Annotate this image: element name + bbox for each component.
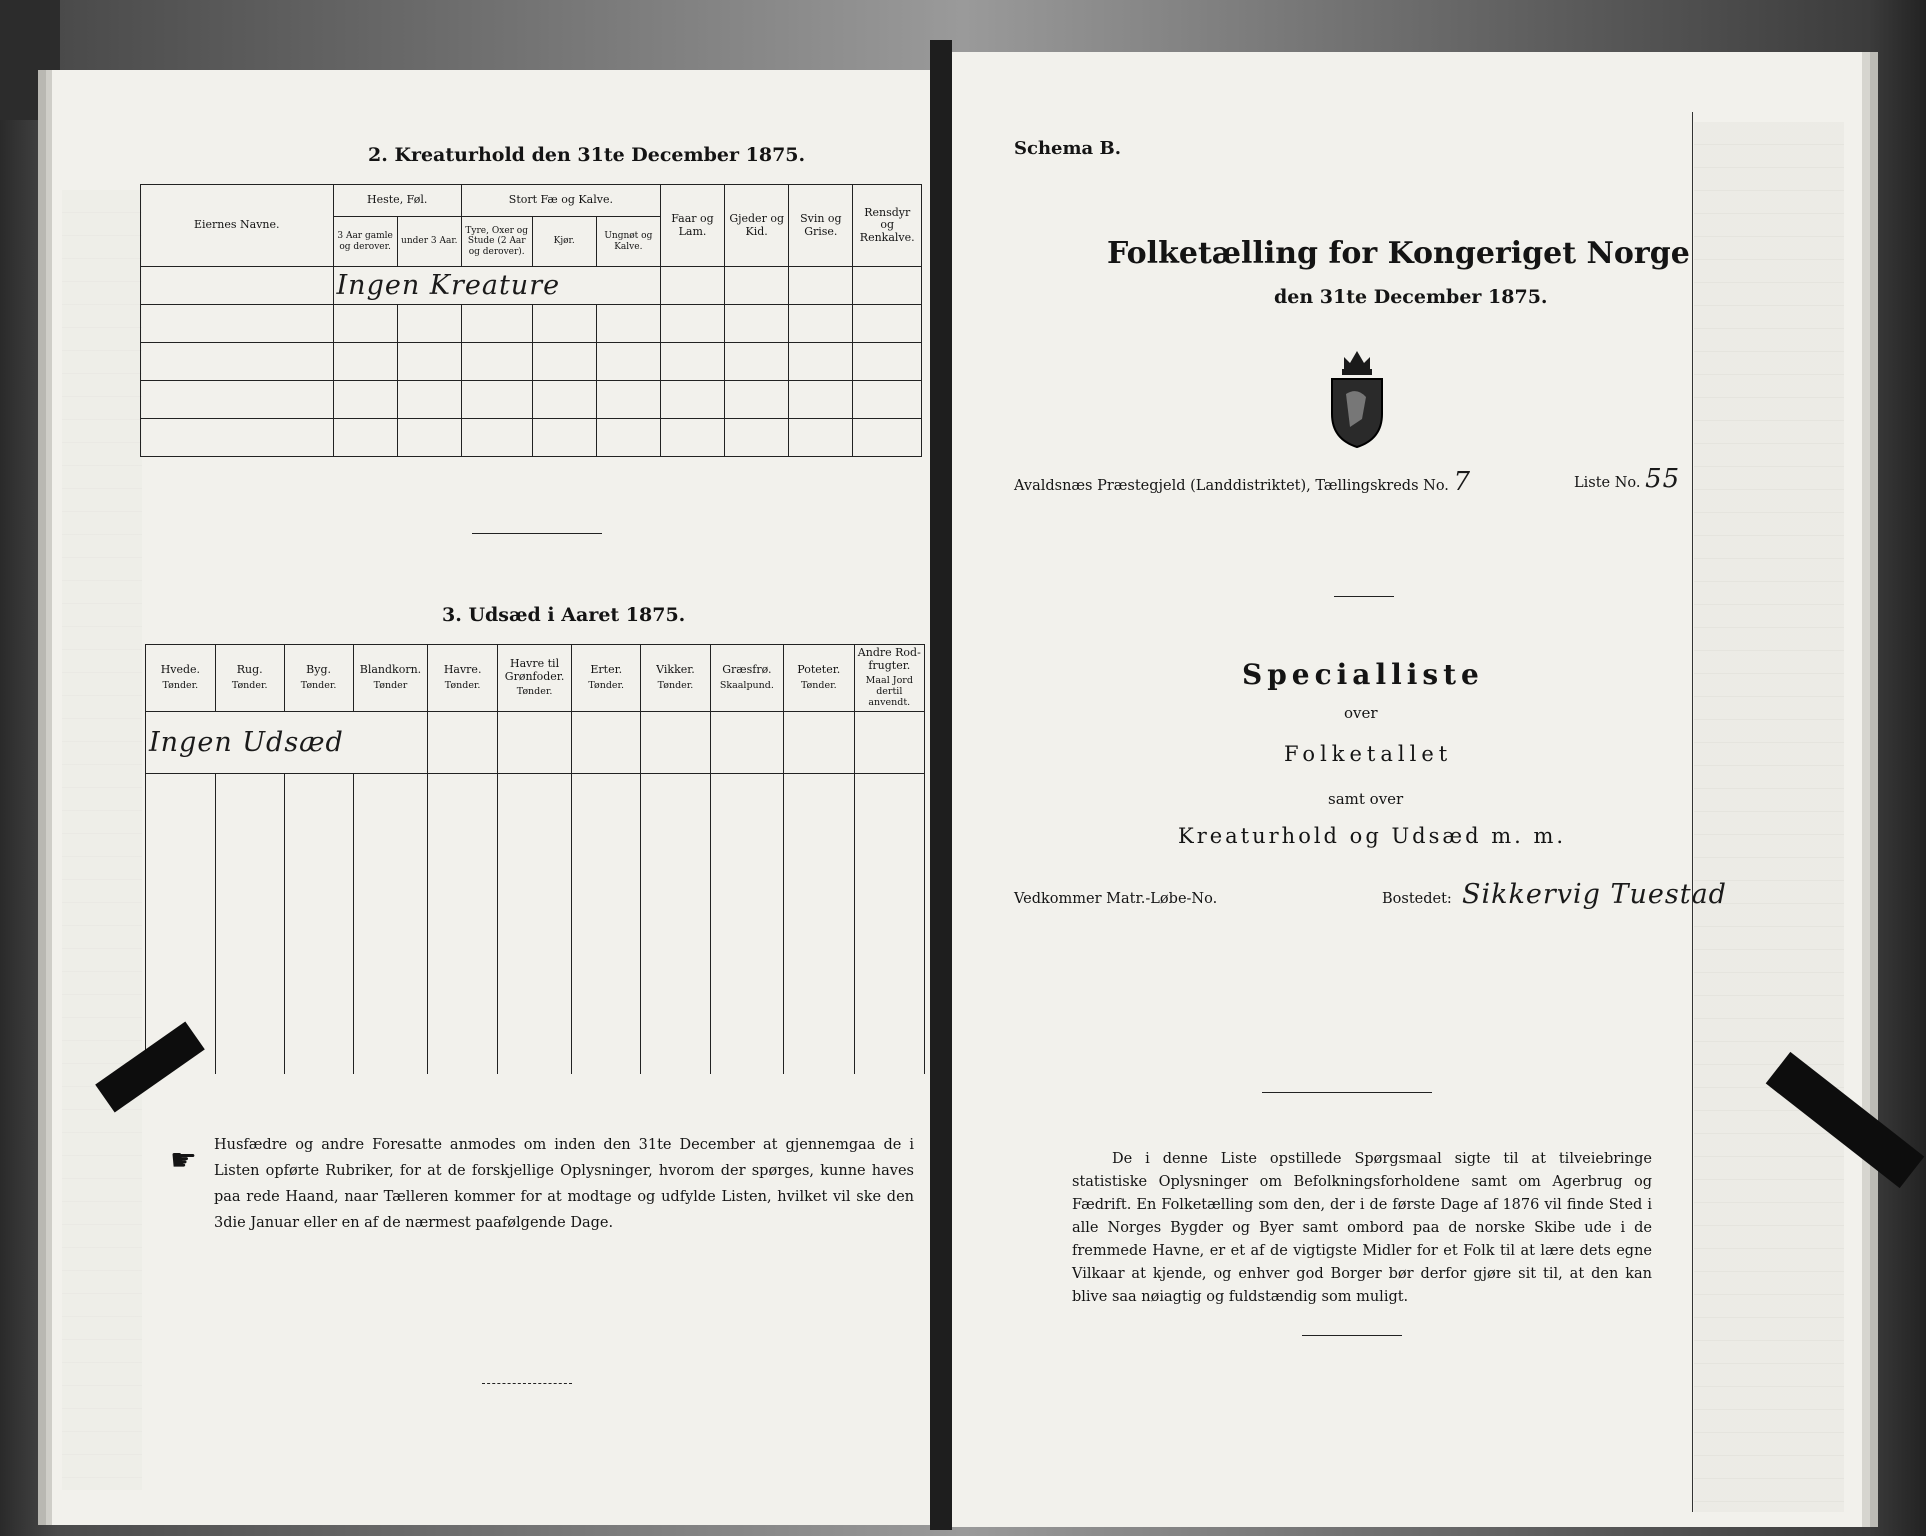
- sowing-col-name: Blandkorn.: [359, 663, 422, 677]
- sowing-col-name: Poteter.: [797, 663, 841, 677]
- matr-label: Vedkommer Matr.-Løbe-No.: [1014, 891, 1218, 907]
- horses-header: Heste, Føl.: [333, 185, 461, 217]
- sowing-col-header: [428, 645, 497, 712]
- sowing-col-name: Havre.: [443, 663, 482, 677]
- sowing-empty-cell: [428, 774, 497, 1074]
- liste-label: Liste No.: [1574, 475, 1641, 491]
- sowing-table: [145, 644, 925, 1074]
- bulls-oxen-header: Tyre, Oxer og Stude (2 Aar og derover).: [461, 217, 532, 267]
- sowing-empty-cell: [428, 712, 497, 774]
- liste-group: [1574, 464, 1680, 494]
- bosted-label: Bostedet:: [1382, 891, 1452, 907]
- sowing-col-header: [146, 645, 216, 712]
- sowing-col-header: [215, 645, 284, 712]
- kreaturhold-line: Kreaturhold og Udsæd m. m.: [1178, 824, 1567, 848]
- notice-paragraph: Husfædre og andre Foresatte anmodes om inden den 31te December at gjennemgaa de i Listen opførte Rubriker, for at de forskjellige Oplysninger, hvorom der spørges, kunne haves paa rede Haand, naar Tælleren kommer for at modtage og udfylde Listen, hvilket vil ske den 3die Januar eller en af de nærmest paafølgende Dage.: [214, 1137, 914, 1231]
- sowing-handwritten-entry: Ingen Udsæd: [149, 727, 344, 759]
- sowing-empty-cell: [854, 712, 924, 774]
- horses-3yr-header: 3 Aar gamle og derover.: [333, 217, 397, 267]
- sowing-empty-cell: [572, 774, 641, 1074]
- kreds-label: Tællingskreds No.: [1315, 478, 1449, 494]
- bosted-value: Sikkervig Tuestad: [1462, 879, 1727, 910]
- short-rule-1: [1334, 596, 1394, 597]
- section-divider: [472, 533, 602, 534]
- sowing-col-unit: Tønder.: [588, 679, 625, 691]
- census-date: den 31te December 1875.: [1274, 286, 1548, 308]
- over-1: over: [1344, 704, 1378, 722]
- intro-paragraph: De i denne Liste opstillede Spørgsmaal sigte til at tilveiebringe statistiske Oplysninger om Befolkningsforholdene samt om Agerbrug og Fædrift. En Folketælling som den, der i de første Dage af 1876 vil finde Sted i alle Norges Bygder og Byer samt ombord paa de norske Skibe ude i de fremmede Havne, er et af de vigtigste Midler for et Folk til at lære dets egne Vilkaar at kjende, og enhver god Borger bør derfor gjøre sit til, at den kan blive saa nøiagtig og fuldstændig som muligt.: [1072, 1151, 1652, 1305]
- bottom-rule: [482, 1383, 572, 1384]
- sowing-col-header: [783, 645, 854, 712]
- livestock-table: [140, 184, 922, 457]
- sowing-empty-cell: [710, 774, 783, 1074]
- sowing-empty-cell: [497, 712, 572, 774]
- sowing-col-unit: Tønder.: [444, 679, 481, 691]
- sowing-col-unit: Skaalpund.: [719, 679, 774, 691]
- black-tape-top-left: [0, 0, 60, 120]
- sowing-col-header: [284, 645, 353, 712]
- sowing-col-name: Andre Rod-frugter.: [857, 646, 921, 672]
- folketallet: Folketallet: [1284, 742, 1453, 766]
- owner-header: Eiernes Navne.: [141, 185, 334, 267]
- sowing-empty-cell: [353, 774, 428, 1074]
- goats-header: Gjeder og Kid.: [725, 185, 789, 267]
- right-margin-line: [1692, 112, 1693, 1512]
- liste-value: 55: [1645, 464, 1681, 494]
- sowing-col-name: Hvede.: [160, 663, 201, 677]
- specialliste-title: Specialliste: [1242, 658, 1484, 691]
- sowing-col-unit: Maal Jord dertil anvendt.: [865, 675, 913, 709]
- horses-under3-header: under 3 Aar.: [397, 217, 461, 267]
- mid-rule: [1262, 1092, 1432, 1093]
- reindeer-header: Rensdyr og Renkalve.: [853, 185, 922, 267]
- sowing-col-unit: Tønder.: [657, 679, 694, 691]
- sowing-empty-cell: [783, 774, 854, 1074]
- sowing-col-unit: Tønder: [373, 679, 408, 691]
- sowing-col-name: Havre til Grønfoder.: [504, 656, 565, 683]
- sheep-header: Faar og Lam.: [660, 185, 724, 267]
- sowing-col-header: [854, 645, 924, 712]
- book-gutter: [930, 40, 952, 1530]
- sowing-empty-cell: [641, 712, 711, 774]
- sowing-empty-cell: [641, 774, 711, 1074]
- sowing-empty-cell: [215, 774, 284, 1074]
- sowing-col-unit: Tønder.: [300, 679, 337, 691]
- sowing-col-header: [641, 645, 711, 712]
- sowing-col-header: [497, 645, 572, 712]
- right-page: [952, 52, 1862, 1527]
- sowing-empty-cell: [710, 712, 783, 774]
- kreds-value: 7: [1453, 467, 1472, 497]
- left-margin-bleed: [62, 190, 142, 1490]
- pointing-hand-icon: ☛: [170, 1143, 197, 1178]
- sowing-col-name: Byg.: [306, 663, 331, 677]
- section2-heading: 2. Kreaturhold den 31te December 1875.: [368, 144, 806, 166]
- sowing-col-name: Vikker.: [656, 663, 695, 677]
- sowing-col-header: [710, 645, 783, 712]
- sowing-col-name: Rug.: [236, 663, 263, 677]
- end-rule: [1302, 1335, 1402, 1336]
- sowing-col-unit: Tønder.: [162, 679, 199, 691]
- cows-header: Kjør.: [532, 217, 596, 267]
- sowing-col-name: Erter.: [590, 663, 623, 677]
- sowing-col-unit: Tønder.: [231, 679, 268, 691]
- main-title: Folketælling for Kongeriget Norge: [1107, 236, 1690, 271]
- sowing-empty-cell: [572, 712, 641, 774]
- schema-label: Schema B.: [1014, 138, 1121, 159]
- district-line: [1014, 467, 1471, 497]
- pigs-header: Svin og Grise.: [789, 185, 853, 267]
- livestock-handwritten-entry: Ingen Kreature: [336, 270, 561, 301]
- sowing-col-unit: Tønder.: [800, 679, 837, 691]
- right-margin-strip: [1694, 122, 1844, 1512]
- coat-of-arms-icon: [1322, 339, 1392, 449]
- sowing-col-header: [572, 645, 641, 712]
- sowing-col-unit: Tønder.: [516, 686, 553, 698]
- sowing-col-header: [353, 645, 428, 712]
- sowing-empty-cell: [497, 774, 572, 1074]
- section3-heading: 3. Udsæd i Aaret 1875.: [442, 604, 686, 626]
- samt-over: samt over: [1328, 790, 1404, 808]
- left-page: [52, 70, 932, 1525]
- sowing-empty-cell: [783, 712, 854, 774]
- sowing-empty-cell: [284, 774, 353, 1074]
- prestegjeld-label: Avaldsnæs Præstegjeld (Landdistriktet),: [1014, 478, 1311, 494]
- sowing-empty-cell: [854, 774, 924, 1074]
- cattle-header: Stort Fæ og Kalve.: [461, 185, 660, 217]
- young-cattle-header: Ungnøt og Kalve.: [596, 217, 660, 267]
- sowing-col-name: Græsfrø.: [722, 663, 772, 677]
